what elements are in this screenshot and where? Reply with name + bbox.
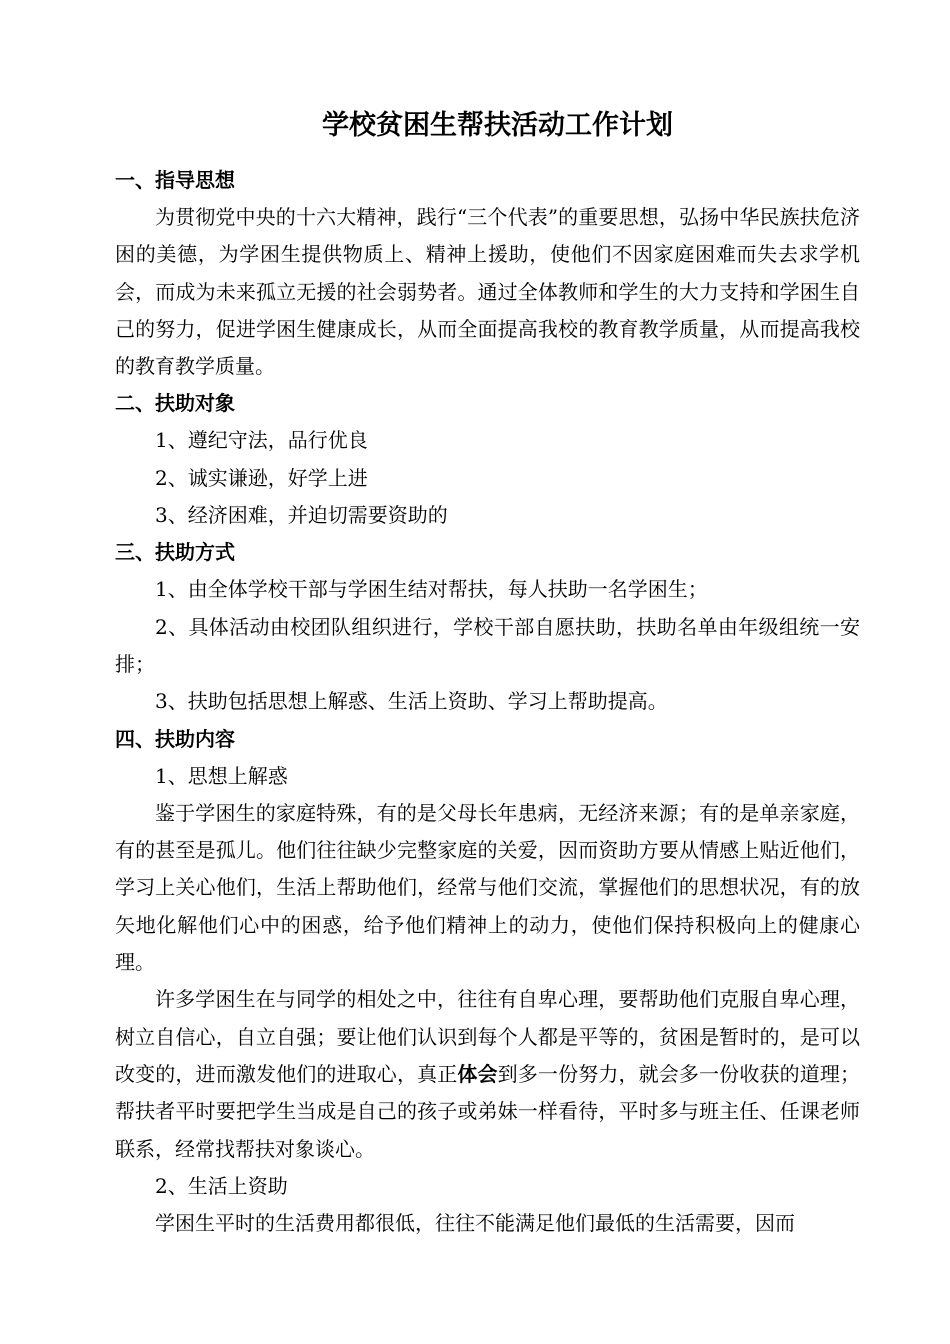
aid-method-item: 2、具体活动由校团队组织进行，学校干部自愿扶助，扶助名单由年级组统一安排； (115, 614, 860, 676)
subsection-title-ideological: 1、思想上解惑 (155, 763, 288, 788)
aid-target-item: 3、经济困难，并迫切需要资助的 (155, 503, 448, 528)
paragraph-text-end: 到多一份努力，就会多一份收获的道理；帮扶者平时要把学生当成是自己的孩子或弟妹一样看待，平时多与班主任、任课老师联系，经常找帮扶对象谈心。 (115, 1061, 861, 1161)
section-heading-guiding-ideology: 一、指导思想 (115, 168, 235, 192)
section-heading-aid-content: 四、扶助内容 (115, 726, 235, 751)
guiding-ideology-paragraph: 为贯彻党中央的十六大精神，践行“三个代表”的重要思想，弘扬中华民族扶危济困的美德，为学困生提供物质上、精神上援助，使他们不因家庭困难而失去求学机会，而成为未来孤立无援的社会弱势者。通过全体教师和学生的大力支持和学困生自己的努力，促进学困生健康成长，从而全面提高我校的教育教学质量，从而提高我校的教育教学质量。 (115, 205, 860, 379)
emphasized-term: 体会 (457, 1061, 498, 1086)
ideological-paragraph-1: 鉴于学困生的家庭特殊，有的是父母长年患病，无经济来源；有的是单亲家庭，有的甚至是孤儿。他们往往缺少完整家庭的关爱，因而资助方要从情感上贴近他们，学习上关心他们，生活上帮助他们，经常与他们交流，掌握他们的思想状况，有的放矢地化解他们心中的困惑，给予他们精神上的动力，使他们保持积极向上的健康心理。 (115, 800, 860, 975)
section-heading-aid-targets: 二、扶助对象 (115, 391, 235, 416)
section-heading-aid-methods: 三、扶助方式 (115, 540, 235, 565)
aid-target-item: 2、诚实谦逊，好学上进 (155, 465, 368, 490)
aid-target-item: 1、遵纪守法，品行优良 (155, 428, 368, 453)
aid-method-item: 3、扶助包括思想上解惑、生活上资助、学习上帮助提高。 (155, 689, 668, 714)
document-page (115, 104, 860, 1242)
subsection-title-living-aid: 2、生活上资助 (155, 1173, 288, 1198)
living-aid-paragraph: 学困生平时的生活费用都很低，往往不能满足他们最低的生活需要，因而 (155, 1211, 795, 1236)
paragraph-text-start: 许多学困生在与同学的相处之中，往往有自卑心理，要帮助他们克服自卑心理，树立自信心，自立自强；要让他们认识到每个人都是平等的，贫困是暂时的，是可以改变的，进而激发他们的进取心，真正 (115, 987, 860, 1086)
aid-method-item: 1、由全体学校干部与学困生结对帮扶，每人扶助一名学困生； (155, 577, 708, 602)
ideological-paragraph-2 (115, 981, 860, 1167)
document-title: 学校贫困生帮扶活动工作计划 (322, 110, 673, 141)
